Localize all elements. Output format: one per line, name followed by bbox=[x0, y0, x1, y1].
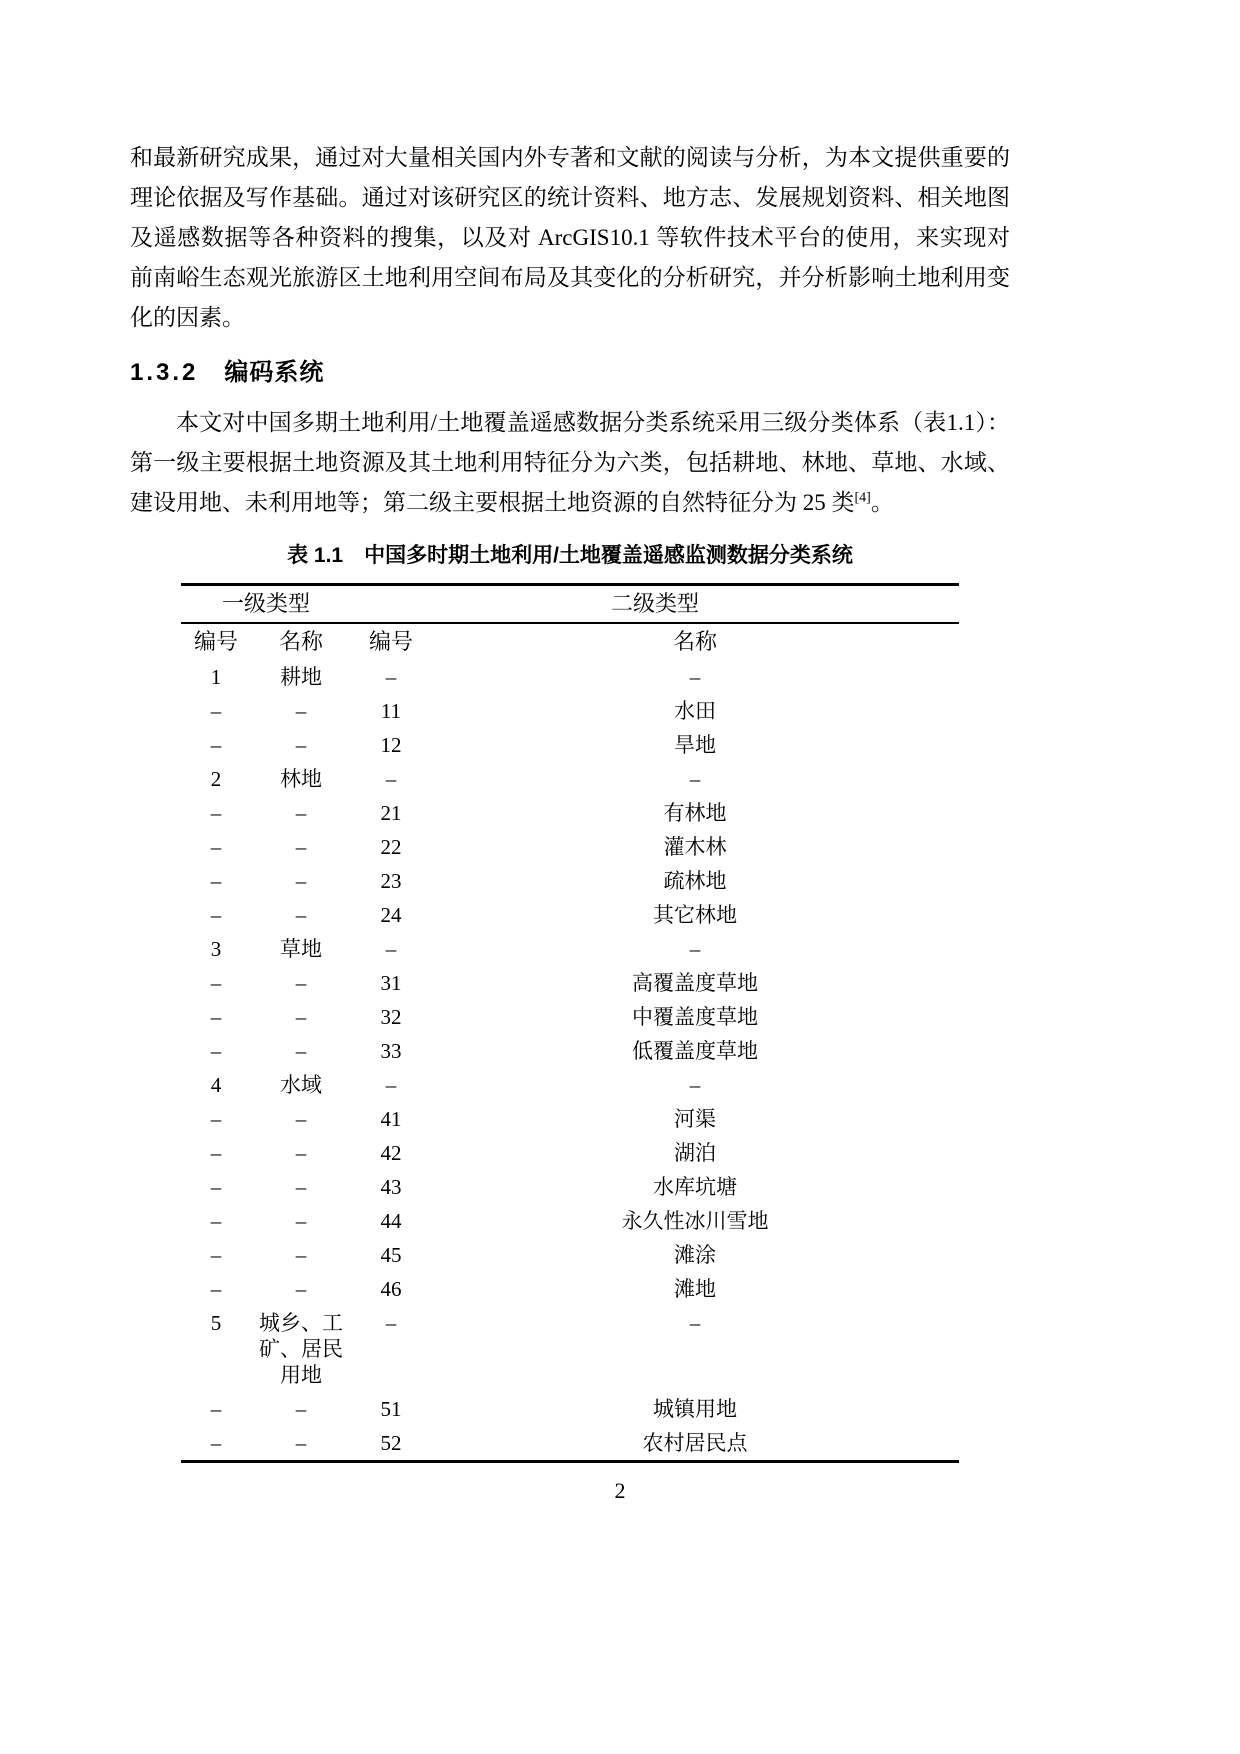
column-header-level1-name: 名称 bbox=[278, 629, 323, 654]
table-header bbox=[181, 585, 959, 661]
level1-name: – bbox=[295, 1175, 307, 1199]
level1-name: – bbox=[295, 1431, 307, 1455]
page-content bbox=[130, 138, 1010, 1463]
level1-name: 草地 bbox=[280, 937, 322, 961]
table-row bbox=[181, 1238, 959, 1272]
table-row bbox=[181, 898, 959, 932]
table-row bbox=[181, 660, 959, 694]
level2-code: 23 bbox=[380, 869, 402, 893]
level1-name: – bbox=[295, 1107, 307, 1131]
level2-name: – bbox=[689, 1073, 701, 1097]
level2-code: – bbox=[385, 1311, 397, 1335]
level1-code: 1 bbox=[210, 665, 222, 689]
table-row bbox=[181, 796, 959, 830]
paragraph-coding-period: 。 bbox=[870, 490, 894, 515]
level2-code: 44 bbox=[380, 1209, 402, 1233]
level1-name: 耕地 bbox=[280, 665, 322, 689]
level2-code: 22 bbox=[380, 835, 402, 859]
table-row bbox=[181, 762, 959, 796]
level1-code: – bbox=[210, 835, 222, 859]
level2-code: 41 bbox=[380, 1107, 402, 1131]
column-header-level1-code: 编号 bbox=[193, 629, 238, 654]
table-row bbox=[181, 1426, 959, 1462]
level2-code: 11 bbox=[380, 699, 402, 723]
table-row bbox=[181, 1272, 959, 1306]
level2-name: 河渠 bbox=[674, 1107, 716, 1131]
level1-code: – bbox=[210, 971, 222, 995]
table-column-header-row bbox=[181, 623, 959, 660]
level1-name: – bbox=[295, 835, 307, 859]
section-number: 1.3.2 bbox=[130, 359, 199, 386]
level1-code: – bbox=[210, 1039, 222, 1063]
level1-code: – bbox=[210, 903, 222, 927]
level1-code: 2 bbox=[210, 767, 222, 791]
table-row bbox=[181, 1170, 959, 1204]
level1-code: – bbox=[210, 1141, 222, 1165]
level2-code: 46 bbox=[380, 1277, 402, 1301]
level2-name: 其它林地 bbox=[653, 903, 737, 927]
level1-name: – bbox=[295, 869, 307, 893]
table-row bbox=[181, 966, 959, 1000]
level2-name: – bbox=[689, 767, 701, 791]
level2-name: 农村居民点 bbox=[642, 1431, 748, 1455]
table-row bbox=[181, 1000, 959, 1034]
level2-name: 滩地 bbox=[674, 1277, 716, 1301]
level1-code: – bbox=[210, 1175, 222, 1199]
level1-code: – bbox=[210, 1107, 222, 1131]
level1-code: – bbox=[210, 1209, 222, 1233]
level2-name: 永久性冰川雪地 bbox=[621, 1209, 769, 1233]
level1-name: – bbox=[295, 733, 307, 757]
level2-code: 45 bbox=[380, 1243, 402, 1267]
table-row bbox=[181, 1204, 959, 1238]
level2-code: 42 bbox=[380, 1141, 402, 1165]
table-group-header-row bbox=[181, 585, 959, 624]
table-caption: 表 1.1 中国多时期土地利用/土地覆盖遥感监测数据分类系统 bbox=[287, 544, 853, 567]
citation-reference-4: [4] bbox=[854, 490, 871, 506]
level2-code: 32 bbox=[380, 1005, 402, 1029]
level2-name: 滩涂 bbox=[674, 1243, 716, 1267]
level2-code: – bbox=[385, 665, 397, 689]
level1-name: – bbox=[295, 1277, 307, 1301]
table-row bbox=[181, 1068, 959, 1102]
level2-name: 灌木林 bbox=[663, 835, 727, 859]
level2-code: 33 bbox=[380, 1039, 402, 1063]
level2-code: 31 bbox=[380, 971, 402, 995]
level2-name: 高覆盖度草地 bbox=[632, 971, 758, 995]
level2-code: – bbox=[385, 767, 397, 791]
table-body bbox=[181, 660, 959, 1462]
group-header-level1: 一级类型 bbox=[221, 591, 310, 616]
level1-code: – bbox=[210, 1005, 222, 1029]
level1-name: – bbox=[295, 1005, 307, 1029]
level2-name: 城镇用地 bbox=[653, 1397, 737, 1421]
table-row bbox=[181, 864, 959, 898]
level1-name: – bbox=[295, 1243, 307, 1267]
table-row bbox=[181, 830, 959, 864]
level1-name: – bbox=[295, 903, 307, 927]
level2-name: – bbox=[689, 937, 701, 961]
level2-code: 12 bbox=[380, 733, 402, 757]
section-heading bbox=[130, 352, 1010, 387]
table-row bbox=[181, 694, 959, 728]
level1-name: 城乡、工矿、居民用地 bbox=[259, 1311, 343, 1387]
group-header-level2: 二级类型 bbox=[610, 591, 699, 616]
level1-code: – bbox=[210, 1277, 222, 1301]
level1-code: – bbox=[210, 699, 222, 723]
level2-code: 21 bbox=[380, 801, 402, 825]
table-row bbox=[181, 932, 959, 966]
level1-name: – bbox=[295, 699, 307, 723]
level1-code: 4 bbox=[210, 1073, 222, 1097]
table-row bbox=[181, 1136, 959, 1170]
section-title: 编码系统 bbox=[224, 359, 325, 386]
level2-name: – bbox=[689, 1311, 701, 1335]
level2-name: 疏林地 bbox=[663, 869, 727, 893]
level1-code: – bbox=[210, 733, 222, 757]
level1-name: – bbox=[295, 1141, 307, 1165]
level1-code: 3 bbox=[210, 937, 222, 961]
level1-name: – bbox=[295, 971, 307, 995]
paragraph-coding-system bbox=[130, 403, 1010, 523]
level2-code: 43 bbox=[380, 1175, 402, 1199]
level2-code: 24 bbox=[380, 903, 402, 927]
level1-code: – bbox=[210, 1243, 222, 1267]
level1-name: – bbox=[295, 801, 307, 825]
level2-name: 湖泊 bbox=[674, 1141, 716, 1165]
table-row bbox=[181, 728, 959, 762]
level1-name: – bbox=[295, 1209, 307, 1233]
level1-code: – bbox=[210, 1431, 222, 1455]
level1-name: 水域 bbox=[280, 1073, 322, 1097]
level1-name: 林地 bbox=[280, 767, 322, 791]
level2-code: 52 bbox=[380, 1431, 402, 1455]
level2-name: 低覆盖度草地 bbox=[632, 1039, 758, 1063]
table-row bbox=[181, 1306, 959, 1392]
page-number: 2 bbox=[614, 1478, 626, 1503]
paragraph-coding-text: 本文对中国多期土地利用/土地覆盖遥感数据分类系统采用三级分类体系（表1.1）：第一级主要根据土地资源及其土地利用特征分为六类，包括耕地、林地、草地、水域、建设用地、未利用地等；第二级主要根据土地资源的自然特征分为 25 类 bbox=[130, 410, 1010, 515]
paragraph-intro: 和最新研究成果，通过对大量相关国内外专著和文献的阅读与分析，为本文提供重要的理论依据及写作基础。通过对该研究区的统计资料、地方志、发展规划资料、相关地图及遥感数据等各种资料的搜集，以及对 ArcGIS10.1 等软件技术平台的使用，来实现对前南峪生态观光旅游区土地利用空间布局及其变化的分析研究，并分析影响土地利用变化的因素。 bbox=[130, 145, 1010, 330]
level2-code: – bbox=[385, 937, 397, 961]
level2-name: 水库坑塘 bbox=[653, 1175, 737, 1199]
level2-name: 水田 bbox=[674, 699, 716, 723]
table-row bbox=[181, 1392, 959, 1426]
level2-code: 51 bbox=[380, 1397, 402, 1421]
table-row bbox=[181, 1034, 959, 1068]
level1-name: – bbox=[295, 1397, 307, 1421]
level1-code: – bbox=[210, 801, 222, 825]
level1-name: – bbox=[295, 1039, 307, 1063]
column-header-level2-code: 编号 bbox=[368, 629, 413, 654]
level1-code: 5 bbox=[210, 1311, 222, 1335]
level2-name: – bbox=[689, 665, 701, 689]
level2-code: – bbox=[385, 1073, 397, 1097]
column-header-level2-name: 名称 bbox=[672, 629, 717, 654]
level2-name: 旱地 bbox=[674, 733, 716, 757]
level2-name: 中覆盖度草地 bbox=[632, 1005, 758, 1029]
level1-code: – bbox=[210, 1397, 222, 1421]
level2-name: 有林地 bbox=[663, 801, 727, 825]
classification-table bbox=[181, 583, 959, 1463]
table-row bbox=[181, 1102, 959, 1136]
level1-code: – bbox=[210, 869, 222, 893]
